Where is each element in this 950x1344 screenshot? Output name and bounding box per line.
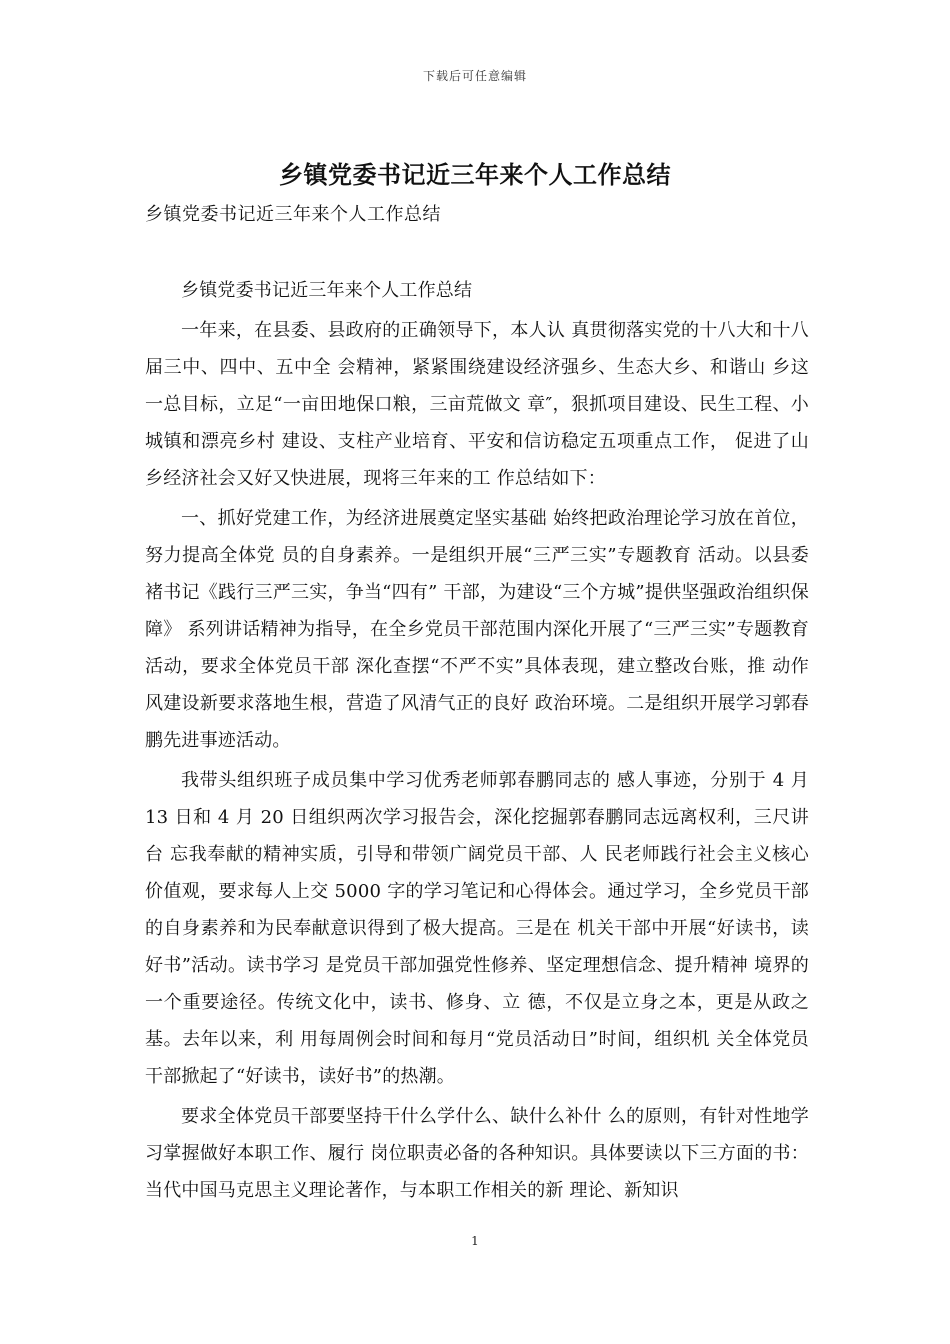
page-number: 1 <box>471 1234 479 1248</box>
paragraph-study-activities: 我带头组织班子成员集中学习优秀老师郭春鹏同志的 感人事迹，分别于 4 月 13 日和 4 月 20 日组织两次学习报告会，深化挖掘郭春鹏同志远离权利，三尺讲台 忘我奉献的精神实质，引导和带领广阔党员干部、人 民老师践行社会主义核心价值观，要求每人上交 5000 字的学习笔记和心得体会。通过学习，全乡党员干部 的自身素养和为民奉献意识得到了极大提高。三是在 机关干部中开展“好读书，读好书”活动。读书学习 是党员干部加强党性修养、坚定理想信念、提升精神 境界的一个重要途径。传统文化中，读书、修身、立 德，不仅是立身之本，更是从政之基。去年以来，利 用每周例会时间和每月“党员活动日”时间，组织机 关全体党员干部掀起了“好读书，读好书”的热潮。 <box>145 770 809 1087</box>
paragraph-intro: 一年来，在县委、县政府的正确领导下，本人认 真贯彻落实党的十八大和十八届三中、四中、五中全 会精神，紧紧围绕建设经济强乡、生态大乡、和谐山 乡这一总目标，立足“一亩田地保口粮，三亩荒做文 章″，狠抓项目建设、民生工程、小城镇和漂亮乡村 建设、支柱产业培育、平安和信访稳定五项重点工作， 促进了山乡经济社会又好又快进展，现将三年来的工 作总结如下： <box>145 320 809 489</box>
paragraph-party-building: 一、抓好党建工作，为经济进展奠定坚实基础 始终把政治理论学习放在首位，努力提高全体党 员的自身素养。一是组织开展“三严三实”专题教育 活动。以县委褚书记《践行三严三实，争当“四有” 干部，为建设“三个方城”提供坚强政治组织保障》 系列讲话精神为指导，在全乡党员干部范围内深化开展了“三严三实”专题教育活动，要求全体党员干部 深化查摆“不严不实”具体表现，建立整改台账，推 动作风建设新要求落地生根，营造了风清气正的良好 政治环境。二是组织开展学习郭春鹏先进事迹活动。 <box>145 508 809 751</box>
paragraph-heading: 乡镇党委书记近三年来个人工作总结 <box>181 280 473 301</box>
header-note: 下载后可任意编辑 <box>422 69 527 83</box>
paragraph-reading-requirements: 要求全体党员干部要坚持干什么学什么、缺什么补什 么的原则，有针对性地学习掌握做好本职工作、履行 岗位职责必备的各种知识。具体要读以下三方面的书： 当代中国马克思主义理论著作，与本职工作相关的新 理论、新知识 <box>145 1106 809 1201</box>
document-title: 乡镇党委书记近三年来个人工作总结 <box>279 160 671 189</box>
document-body <box>145 272 809 1212</box>
document-subtitle: 乡镇党委书记近三年来个人工作总结 <box>145 204 441 225</box>
